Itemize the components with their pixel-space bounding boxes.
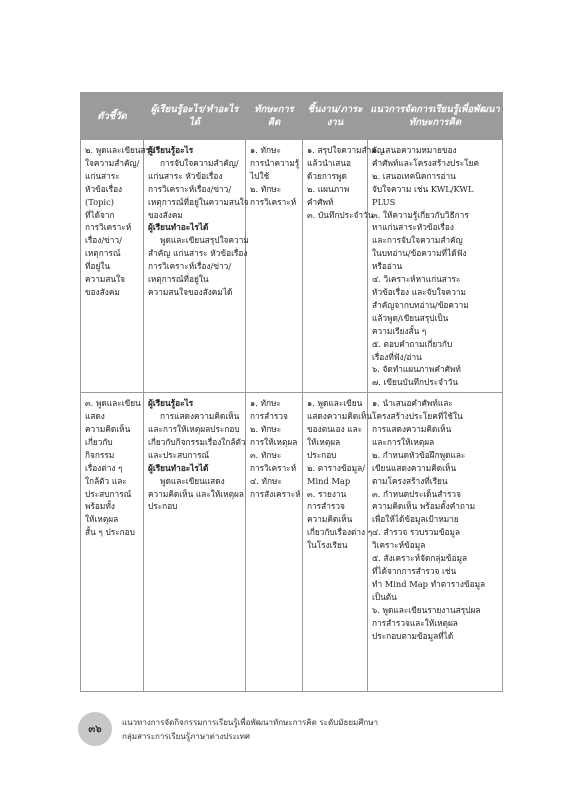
cell-line: ใกล้ตัว และ [85, 475, 127, 486]
work-cell [303, 393, 373, 692]
cell-line: เหตุการณ์ที่อยู่ใน [148, 274, 209, 285]
cell-line: ๓. บันทึกประจำวัน [307, 209, 374, 220]
cell-line: สำคัญ แก่นสาระ หัวข้อเรื่อง [148, 248, 248, 259]
cell-line: ๑. ทักษะ [250, 398, 281, 409]
cell-line: การวิเคราะห์เรื่อง/ข่าว/ [148, 183, 232, 194]
cell-line: ในบทอ่าน/ข้อความที่ได้ฟัง [372, 248, 467, 259]
cell-line: การวิเคราะห์เรื่อง/ข่าว/ [148, 261, 232, 272]
cell-line: ๔. ทักษะ [250, 475, 282, 486]
cell-line: Mind Map [307, 475, 351, 486]
header-learning: ผู้เรียนรู้อะไร/ทำอะไรได้ [144, 93, 246, 140]
header-indicator: ตัวชี้วัด [81, 93, 144, 140]
cell-line: พร้อมทั้ง [85, 501, 115, 512]
cell-line: เกี่ยวกับ [85, 436, 113, 447]
cell-line: เรื่องที่ฟัง/อ่าน [372, 351, 422, 362]
header-work: ชิ้นงาน/ภาระงาน [303, 93, 368, 140]
cell-line: เหตุการณ์ [85, 248, 121, 259]
thinking-skill-cell [246, 393, 303, 692]
cell-line: สำคัญจากบทอ่าน/ข้อความ [372, 299, 469, 310]
cell-line: พูดและเขียนแสดง [160, 475, 225, 486]
cell-line: ประกอบตามข้อมูลที่ได้ [372, 630, 454, 641]
cell-line: ไปใช้ [250, 170, 270, 181]
cell-line: ความคิดเห็น [85, 424, 131, 435]
header-approach: แนวการจัดการเรียนรู้เพื่อพัฒนาทักษะการคิด [368, 93, 503, 140]
footer-subtitle: กลุ่มสาระการเรียนรู้ภาษาต่างประเทศ [122, 732, 250, 741]
learning-cell [144, 393, 246, 692]
cell-line: การวิเคราะห์ [85, 222, 132, 233]
cell-line: ๗. เขียนบันทึกประจำวัน [372, 377, 459, 388]
approach-cell [368, 393, 503, 692]
table-row [81, 393, 503, 692]
cell-line: การสำรวจ [250, 411, 288, 422]
cell-line: ความคิดเห็น และให้เหตุผล [148, 488, 244, 499]
table-header-row [81, 93, 503, 140]
cell-line: ความคิดเห็น พร้อมตั้งคำถาม [372, 501, 476, 512]
cell-line: ๔. วิเคราะห์หาแก่นสาระ [372, 274, 461, 285]
cell-line: ๒. ทักษะ [250, 424, 282, 435]
cell-line: และการจับใจความสำคัญ [372, 235, 463, 246]
cell-line: ๒. ทักษะ [250, 183, 282, 194]
cell-line: ๑. พูดและเขียน [307, 398, 363, 409]
cell-line: การวิเคราะห์ [250, 196, 297, 207]
cell-line: การสังเคราะห์ [250, 488, 301, 499]
cell-line: ๒. เสนอเทคนิคการอ่าน [372, 170, 456, 181]
cell-line: และการให้เหตุผลประกอบ [148, 424, 240, 435]
cell-line: และการให้เหตุผล [372, 436, 435, 447]
cell-line: ประสบการณ์ [85, 488, 132, 499]
cell-line: ที่ได้จาก [85, 209, 115, 220]
cell-line: เขียนแสดงความคิดเห็น [372, 462, 457, 473]
cell-line: ผู้เรียนรู้อะไร [148, 398, 194, 409]
cell-line: ในโรงเรียน [307, 540, 348, 551]
cell-line: การสำรวจ [307, 501, 345, 512]
cell-line: ความสนใจของสังคมได้ [148, 286, 233, 297]
cell-line: โครงสร้างประโยคที่ใช้ใน [372, 411, 463, 422]
cell-line: เกี่ยวกับกิจกรรมเรื่องใกล้ตัว [148, 436, 246, 447]
cell-line: ๓. รายงาน [307, 488, 347, 499]
cell-line: ที่ได้จากการสำรวจ เช่น [372, 566, 457, 576]
cell-line: การนำความรู้ [250, 157, 300, 168]
header-thinking-skill: ทักษะการคิด [246, 93, 303, 140]
cell-line: แล้วพูด/เขียนสรุปเป็น [372, 312, 449, 323]
cell-line: ๑. ทักษะ [250, 145, 281, 155]
learning-cell [144, 140, 249, 393]
curriculum-table [80, 92, 503, 692]
cell-line: PLUS [372, 196, 396, 207]
cell-line: เกี่ยวกับเรื่องต่าง ๆ [307, 527, 373, 538]
cell-line: กิจกรรม [85, 449, 115, 460]
cell-line: ๑. สรุปใจความสำคัญ [307, 145, 384, 155]
cell-line: ประกอบ [148, 501, 178, 512]
indicator-cell [81, 140, 156, 393]
cell-line: ๓. กำหนดประเด็นสำรวจ [372, 488, 461, 499]
cell-line: ๑. เสนอความหมายของ [372, 145, 457, 155]
cell-line: ตามโครงสร้างที่เรียน [372, 475, 448, 486]
cell-line: เรื่อง/ข่าว/ [85, 235, 122, 246]
cell-line: (Topic) [85, 196, 114, 207]
cell-line: ผู้เรียนทำอะไรได้ [148, 222, 209, 233]
cell-line: หัวข้อเรื่อง [85, 183, 123, 194]
cell-line: ใจความสำคัญ/ [85, 157, 140, 168]
cell-line: การสำรวจและให้เหตุผล [372, 617, 458, 628]
cell-line: เพื่อให้ได้ข้อมูลเป้าหมาย [372, 514, 459, 525]
cell-line: พูดและเขียนสรุปใจความ [160, 235, 249, 246]
cell-line: ผู้เรียนทำอะไรได้ [148, 462, 209, 473]
cell-line: ๖. พูดและเขียนรายงานสรุปผล [372, 604, 481, 615]
cell-line: ที่อยู่ใน [85, 261, 111, 272]
cell-line: การวิเคราะห์ [250, 462, 297, 473]
cell-line: เป็นต้น [372, 591, 397, 602]
cell-line: หาแก่นสาระหัวข้อเรื่อง [372, 222, 454, 233]
cell-line: ประกอบ [307, 449, 337, 460]
cell-line: และประสบการณ์ [148, 449, 210, 460]
cell-line: ของตนเอง และ [307, 424, 363, 435]
cell-line: ความคิดเห็น [307, 514, 353, 525]
cell-line: แสดง [85, 411, 105, 422]
footer-title: แนวทางการจัดกิจกรรมการเรียนรู้เพื่อพัฒนาทักษะการคิด ระดับมัธยมศึกษา [122, 718, 379, 727]
cell-line: สั้น ๆ ประกอบ [85, 527, 135, 538]
cell-line: ๖. จัดทำแผนภาพคำศัพท์ [372, 364, 461, 375]
page-number-badge: ๓๖ [78, 712, 112, 746]
approach-cell [368, 140, 503, 393]
cell-line: แก่นสาระ [85, 170, 120, 181]
cell-line: ๓. ทักษะ [250, 449, 282, 460]
cell-line: แล้วนำเสนอ [307, 157, 351, 168]
cell-line: จับใจความ เช่น KWL/KWL [372, 183, 474, 194]
cell-line: การจับใจความสำคัญ/ [160, 157, 239, 168]
cell-line: การแสดงความคิดเห็น [372, 424, 452, 435]
cell-line: ๕. สังเคราะห์จัดกลุ่มข้อมูล [372, 553, 468, 564]
cell-line: ให้เหตุผล [85, 514, 119, 525]
cell-line: ให้เหตุผล [307, 436, 341, 447]
cell-line: วิเคราะห์ข้อมูล [372, 540, 426, 551]
cell-line: การให้เหตุผล [250, 436, 298, 447]
cell-line: ๓. ให้ความรู้เกี่ยวกับวิธีการ [372, 209, 469, 220]
cell-line: ๑. นำเสนอคำศัพท์และ [372, 398, 453, 409]
cell-line: ๓. พูดและเขียน [85, 398, 141, 409]
cell-line: ความเรียงสั้น ๆ [372, 325, 427, 336]
cell-line: ๒. ตารางข้อมูล/ [307, 462, 365, 473]
cell-line: เรื่องต่าง ๆ [85, 462, 123, 473]
cell-line: แก่นสาระ หัวข้อเรื่อง [148, 170, 223, 181]
cell-line: ๒. กำหนดหัวข้อฝึกพูดและ [372, 449, 466, 460]
cell-line: ๔. สำรวจ รวบรวมข้อมูล [372, 527, 461, 538]
cell-line: ด้วยการพูด [307, 170, 347, 181]
cell-line: ผู้เรียนรู้อะไร [148, 145, 194, 155]
cell-line: ๕. ตอบคำถามเกี่ยวกับ [372, 338, 453, 349]
cell-line: หัวข้อเรื่อง และจับใจความ [372, 286, 467, 297]
indicator-cell [81, 393, 144, 692]
cell-line: หรืออ่าน [372, 261, 403, 272]
cell-line: ทำ Mind Map ทำตารางข้อมูล [372, 578, 486, 589]
cell-line: การแสดงความคิดเห็น [160, 411, 240, 422]
cell-line: ของสังคม [85, 286, 120, 297]
cell-line: แสดงความคิดเห็น [307, 411, 373, 422]
cell-line: คำศัพท์ [307, 196, 334, 207]
cell-line: ของสังคม [148, 209, 183, 220]
cell-line: ๒. พูดและเขียนสรุป [85, 145, 156, 155]
cell-line: เหตุการณ์ที่อยู่ในความสนใจ [148, 196, 249, 207]
cell-line: คำศัพท์และโครงสร้างประโยค [372, 157, 480, 168]
page-footer [78, 710, 518, 750]
table-row [81, 140, 503, 393]
cell-line: ความสนใจ [85, 274, 125, 285]
thinking-skill-cell [246, 140, 303, 393]
cell-line: ๒. แผนภาพ [307, 183, 350, 194]
